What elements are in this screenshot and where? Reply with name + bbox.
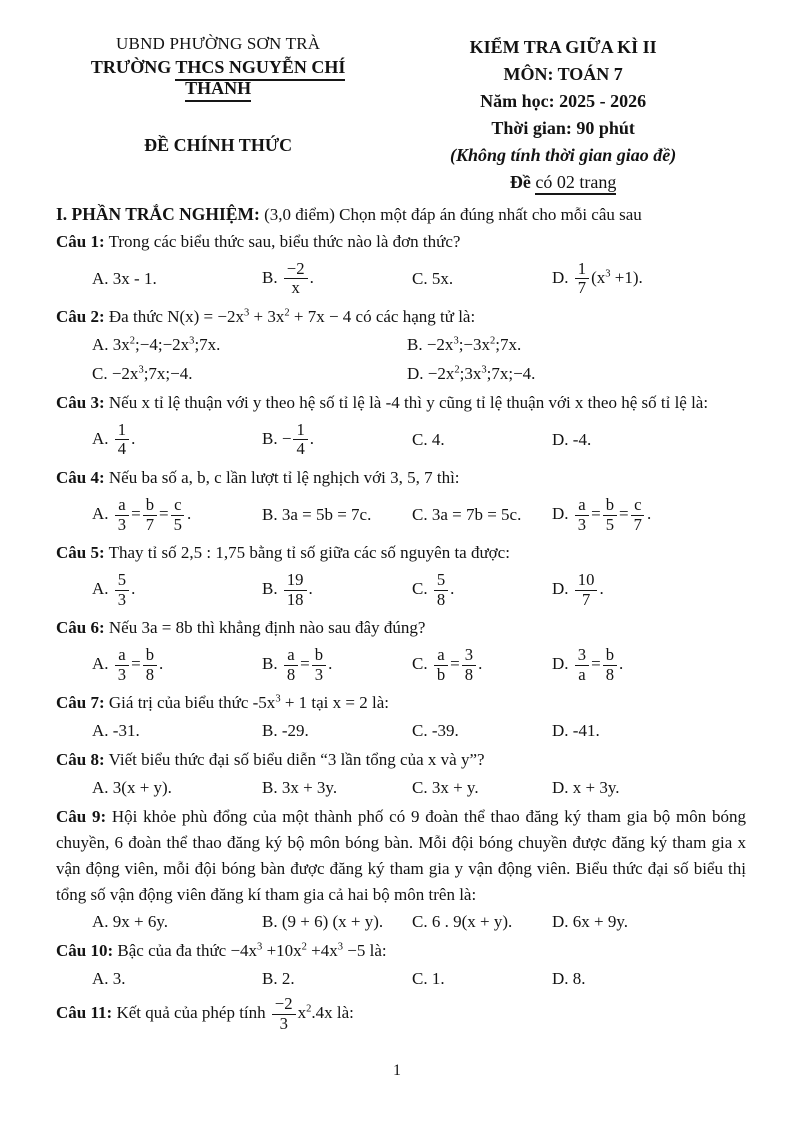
question-3-options	[92, 419, 746, 461]
question-5-text: Câu 5: Thay tỉ số 2,5 : 1,75 bằng tỉ số giữa các số nguyên ta được:	[56, 543, 510, 563]
question-7-option-b: B. -29.	[262, 721, 309, 741]
question-6	[56, 615, 746, 686]
questions	[56, 229, 746, 1033]
fraction: $\frac{a}{b}$	[434, 646, 448, 684]
question-7-option-a: A. -31.	[92, 721, 140, 741]
question-6-options	[92, 644, 746, 686]
fraction: $\frac{1}{7}$	[575, 260, 589, 298]
question-1	[56, 229, 746, 300]
question-8-option-b: B. 3x + 3y.	[262, 778, 338, 798]
question-9-option-a: A. 9x + 6y.	[92, 912, 169, 932]
authority-name: UBND PHƯỜNG SƠN TRÀ	[116, 34, 321, 53]
fraction: $\frac{b}{3}$	[312, 646, 326, 684]
fraction: $\frac{10}{7}$	[575, 571, 598, 609]
fraction: $\frac{b}{5}$	[603, 496, 617, 534]
question-6-option-d: D. $\frac{3}{a}$ = $\frac{b}{8}$ .	[552, 645, 624, 684]
fraction: $\frac{-2}{x}$	[284, 260, 308, 298]
question-7-option-c: C. -39.	[412, 721, 459, 741]
fraction: $\frac{c}{7}$	[631, 496, 645, 534]
question-3-option-a: A. $\frac{1}{4}$ .	[92, 419, 136, 459]
question-6-text: Câu 6: Nếu 3a = 8b thì khẳng định nào sau đây đúng?	[56, 618, 426, 638]
section-title-rest: (3,0 điểm) Chọn một đáp án đúng nhất cho mỗi câu sau	[259, 205, 642, 224]
fraction: $\frac{19}{18}$	[284, 571, 307, 609]
exam-header	[56, 34, 746, 196]
question-5-option-c: C. $\frac{5}{8}$ .	[412, 569, 455, 609]
question-4-options	[92, 494, 746, 536]
fraction: $\frac{b}{8}$	[603, 646, 617, 684]
exam-info-block	[380, 34, 746, 196]
fraction: $\frac{-2}{3}$	[272, 995, 296, 1033]
fraction: $\frac{a}{3}$	[115, 496, 129, 534]
question-4-option-d: D. $\frac{a}{3}$ = $\frac{b}{5}$ = $\frac{c}{7}$ .	[552, 494, 652, 534]
question-3-option-b: B. − $\frac{1}{4}$ .	[262, 419, 315, 459]
question-4-text: Câu 4: Nếu ba số a, b, c lần lượt tỉ lệ nghịch với 3, 5, 7 thì:	[56, 468, 460, 488]
question-7-options	[92, 719, 746, 743]
school-name-prefix: TRƯỜNG	[90, 57, 176, 77]
question-1-options	[92, 258, 746, 300]
exam-title: KIỂM TRA GIỮA KÌ II	[469, 37, 657, 57]
official-exam-label: ĐỀ CHÍNH THỨC	[144, 135, 293, 155]
fraction: $\frac{5}{3}$	[115, 571, 129, 609]
question-8-option-d: D. x + 3y.	[552, 778, 620, 798]
question-10	[56, 938, 746, 991]
fraction: $\frac{a}{3}$	[575, 496, 589, 534]
question-3-option-d: D. -4.	[552, 429, 592, 449]
exam-duration: Thời gian: 90 phút	[491, 118, 635, 138]
question-9-option-c: C. 6 . 9(x + y).	[412, 912, 513, 932]
fraction: $\frac{a}{8}$	[284, 646, 298, 684]
question-2-option-d: D. $-2x^2;3x^3;7x;-4$.	[407, 363, 536, 383]
question-2-option-c: C. $-2x^3;7x;-4$.	[92, 363, 193, 383]
section-title	[56, 204, 746, 225]
fraction: $\frac{b}{8}$	[143, 646, 157, 684]
fraction: $\frac{5}{8}$	[434, 571, 448, 609]
fraction: $\frac{a}{3}$	[115, 646, 129, 684]
question-8-options	[92, 776, 746, 800]
page-count-note	[380, 169, 746, 196]
question-8-option-c: C. 3x + y.	[412, 778, 479, 798]
question-4-option-b: B. 3a = 5b = 7c.	[262, 505, 372, 525]
question-1-option-a: A. 3x - 1.	[92, 268, 157, 288]
question-4-option-a: A. $\frac{a}{3}$ = $\frac{b}{7}$ = $\frac{c}{5}$ .	[92, 494, 192, 534]
fraction: $\frac{1}{4}$	[293, 421, 307, 459]
fraction: $\frac{c}{5}$	[171, 496, 185, 534]
duration-note: (Không tính thời gian giao đề)	[450, 145, 677, 165]
page-number: 1	[393, 1062, 401, 1079]
question-2-options	[92, 333, 746, 386]
question-9	[56, 804, 746, 934]
fraction: $\frac{3}{a}$	[575, 646, 589, 684]
question-8-option-a: A. 3(x + y).	[92, 778, 172, 798]
exam-subject: MÔN: TOÁN 7	[503, 64, 623, 84]
question-7-option-d: D. -41.	[552, 721, 600, 741]
school-name	[56, 57, 380, 99]
question-1-text: Câu 1: Trong các biểu thức sau, biểu thức nào là đơn thức?	[56, 232, 461, 251]
question-9-options	[92, 910, 746, 934]
question-9-text: Câu 9: Hội khỏe phù đổng của một thành phố có 9 đoàn thể thao đăng ký tham gia bộ môn bóng chuyền, 6 đoàn thể thao đăng ký bộ môn bóng bàn. Mỗi đội bóng chuyền được đăng ký tham gia x vận động viên, mỗi đội bóng bàn được đăng ký tham gia y vận động viên. Biểu thức đại số biểu thị tổng số vận động viên đăng kí tham gia cả hai bộ môn trên là:	[56, 807, 746, 904]
question-5-option-a: A. $\frac{5}{3}$ .	[92, 569, 136, 609]
issuing-authority-block	[56, 34, 380, 156]
fraction: $\frac{1}{4}$	[115, 421, 129, 459]
question-5-option-d: D. $\frac{10}{7}$ .	[552, 569, 604, 609]
question-2	[56, 304, 746, 386]
question-6-option-c: C. $\frac{a}{b}$ = $\frac{3}{8}$ .	[412, 645, 483, 684]
question-1-option-d: D. $\frac{1}{7}$ $(x^3 +1)$.	[552, 258, 643, 298]
question-10-option-a: A. 3.	[92, 969, 126, 989]
question-3	[56, 390, 746, 461]
question-6-option-b: B. $\frac{a}{8}$ = $\frac{b}{3}$ .	[262, 645, 333, 684]
question-6-option-a: A. $\frac{a}{3}$ = $\frac{b}{8}$ .	[92, 645, 164, 684]
question-10-option-c: C. 1.	[412, 969, 445, 989]
question-10-option-b: B. 2.	[262, 969, 295, 989]
page-count-prefix: Đề	[509, 172, 536, 192]
question-2-option-b: B. $-2x^3;-3x^2;7x$.	[407, 334, 522, 354]
question-1-option-c: C. 5x.	[412, 268, 454, 288]
school-year: Năm học: 2025 - 2026	[480, 91, 647, 111]
question-9-option-d: D. 6x + 9y.	[552, 912, 629, 932]
question-10-text: Câu 10: Bậc của đa thức $-4x^3 +10x^2 +4x^3 -5$ là:	[56, 941, 387, 961]
question-2-option-a: A. $3x^2;-4;-2x^3;7x$.	[92, 334, 221, 354]
fraction: $\frac{3}{8}$	[462, 646, 476, 684]
question-9-option-b: B. (9 + 6) (x + y).	[262, 912, 384, 932]
question-4	[56, 465, 746, 536]
page-count-underlined: có 02 trang	[535, 172, 616, 195]
question-4-option-c: C. 3a = 7b = 5c.	[412, 505, 522, 525]
question-3-option-c: C. 4.	[412, 429, 445, 449]
question-5	[56, 540, 746, 611]
question-10-options	[92, 967, 746, 991]
question-2-text: Câu 2: Đa thức $N(x) = -2x^3 + 3x^2 + 7x - 4$ có các hạng tử là:	[56, 307, 476, 327]
section-title-bold: I. PHẦN TRẮC NGHIỆM:	[56, 204, 260, 224]
school-name-underlined: THCS NGUYỄN CHÍ THANH	[175, 57, 345, 102]
question-5-option-b: B. $\frac{19}{18}$ .	[262, 569, 313, 609]
question-8	[56, 747, 746, 800]
fraction: $\frac{b}{7}$	[143, 496, 157, 534]
question-7	[56, 690, 746, 743]
question-10-option-d: D. 8.	[552, 969, 586, 989]
question-5-options	[92, 569, 746, 611]
question-3-text: Câu 3: Nếu x tỉ lệ thuận với y theo hệ số tỉ lệ là -4 thì y cũng tỉ lệ thuận với x theo hệ số tỉ lệ là:	[56, 392, 709, 412]
question-11-text: Câu 11: Kết quả của phép tính $\frac{-2}{3}$ $x^2.4x$ là:	[56, 994, 354, 1033]
question-7-text: Câu 7: Giá trị của biểu thức $-5x^3 + 1$ tại x = 2 là:	[56, 693, 389, 713]
question-8-text: Câu 8: Viết biểu thức đại số biểu diễn “3 lần tổng của x và y”?	[56, 750, 485, 770]
question-1-option-b: B. $\frac{-2}{x}$ .	[262, 258, 314, 298]
question-11	[56, 995, 746, 1033]
